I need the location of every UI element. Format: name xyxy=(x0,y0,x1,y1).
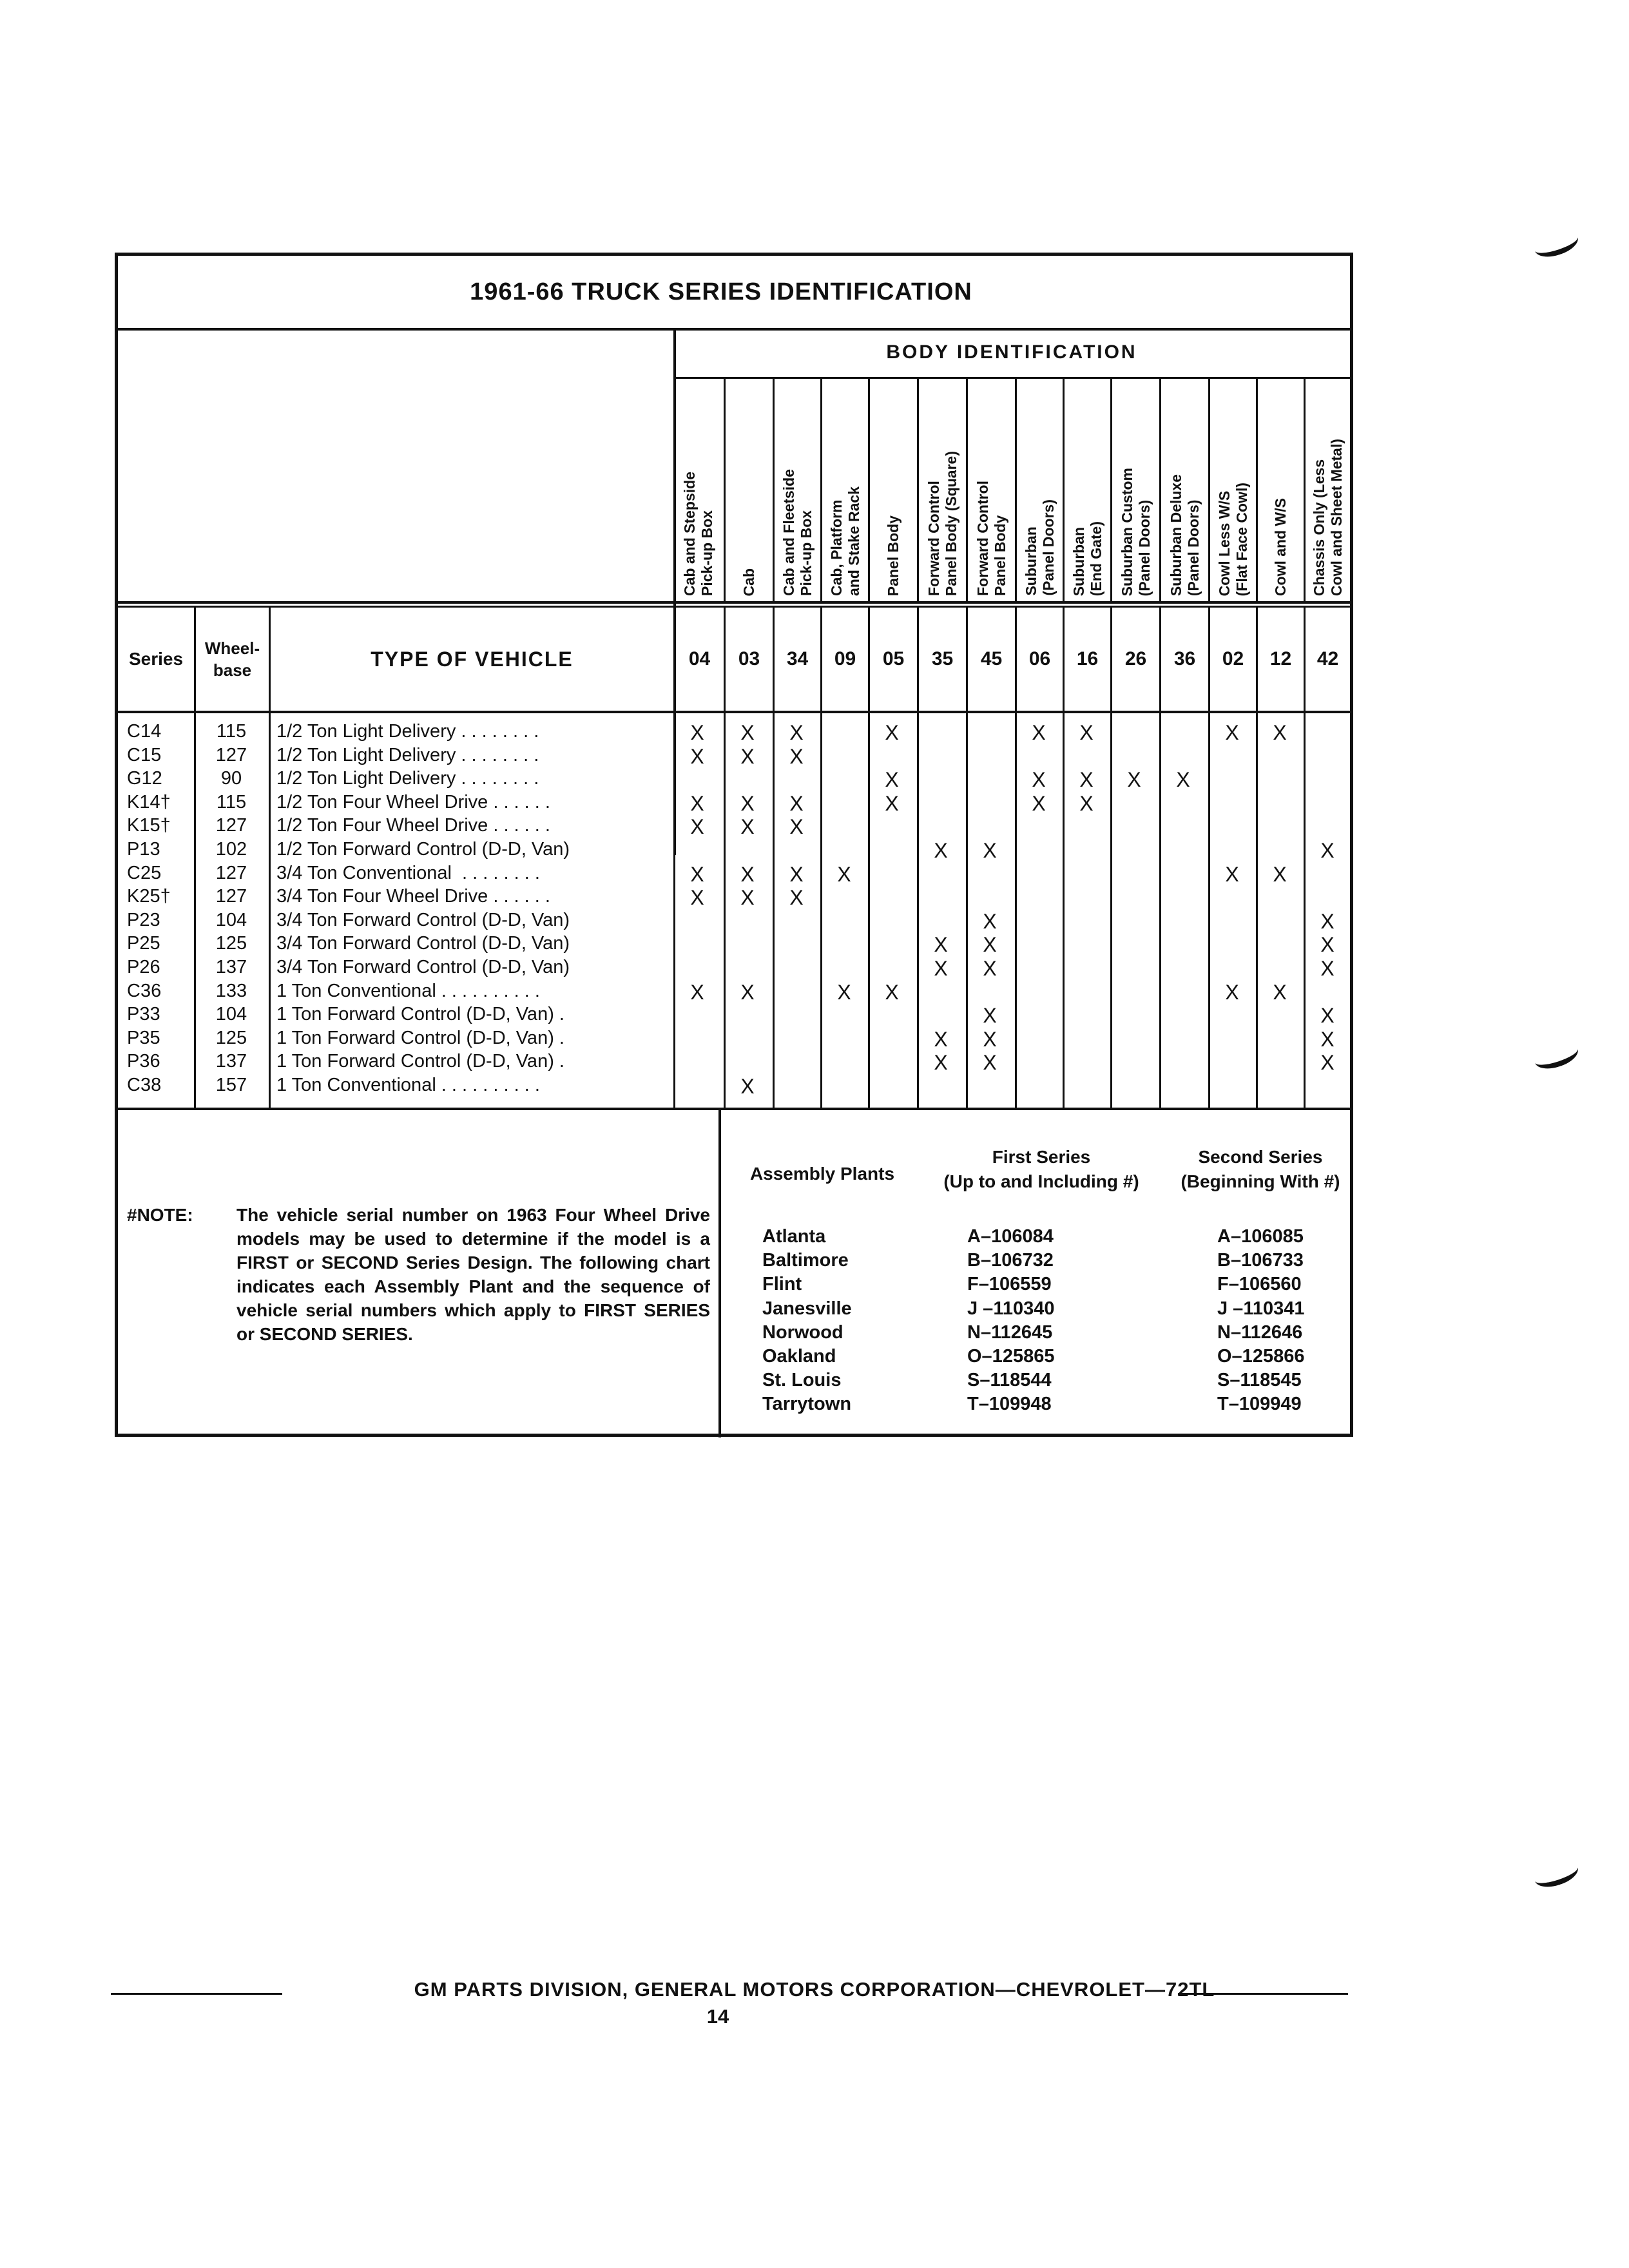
series-cell: P23 xyxy=(127,909,160,930)
body-column-label: Cab, Platform and Stake Rack xyxy=(827,486,862,596)
table-row xyxy=(118,839,1350,863)
body-mark-35: X xyxy=(934,1027,948,1051)
body-mark-02: X xyxy=(1225,862,1239,886)
wheelbase-cell: 127 xyxy=(215,886,247,907)
body-mark-42: X xyxy=(1320,933,1335,957)
plant-second-cell: N–112646 xyxy=(1217,1321,1303,1343)
table-row xyxy=(118,933,1350,957)
body-mark-45: X xyxy=(983,1051,997,1075)
plant-second-cell: T–109949 xyxy=(1217,1394,1302,1415)
body-mark-06: X xyxy=(1032,791,1046,815)
plant-first-cell: O–125865 xyxy=(967,1346,1055,1367)
table-row xyxy=(118,1051,1350,1075)
series-cell: C14 xyxy=(127,721,162,742)
body-mark-02: X xyxy=(1225,980,1239,1004)
body-mark-12: X xyxy=(1273,721,1287,744)
body-column-header xyxy=(917,377,966,601)
series-cell: C36 xyxy=(127,980,162,1001)
first-series-header: First Series (Up to and Including #) xyxy=(943,1147,1139,1191)
series-cell: K25† xyxy=(127,886,171,907)
body-column-label: Cab and Fleetside Pick-up Box xyxy=(780,469,815,596)
body-mark-03: X xyxy=(740,721,755,744)
wheelbase-cell: 125 xyxy=(215,1027,247,1048)
body-mark-42: X xyxy=(1320,1027,1335,1051)
note-text: The vehicle serial number on 1963 Four Wheel Drive models may be used to determine if the model is a FIRST or SECOND Series Design. The following chart indicates each Assembly Plant and the sequence of vehicle serial numbers which apply to FIRST SERIES or SECOND SERIES. xyxy=(236,1205,710,1344)
body-mark-09: X xyxy=(837,980,851,1004)
table-row xyxy=(118,886,1350,910)
plant-plant-cell: Baltimore xyxy=(762,1250,849,1271)
type-cell: 1/2 Ton Forward Control (D-D, Van) xyxy=(276,839,570,860)
body-mark-05: X xyxy=(885,721,899,744)
wheelbase-cell: 137 xyxy=(215,1051,247,1072)
body-column-header xyxy=(673,377,724,601)
body-mark-34: X xyxy=(789,815,804,839)
series-cell: P25 xyxy=(127,933,160,954)
body-mark-02: X xyxy=(1225,721,1239,744)
plants-header: Assembly Plants xyxy=(749,1164,895,1184)
body-column-header xyxy=(1015,377,1063,601)
wheelbase-cell: 115 xyxy=(216,791,247,812)
series-cell: P26 xyxy=(127,957,160,977)
body-column-label: Cab and Stepside Pick-up Box xyxy=(681,472,715,596)
scan-mark xyxy=(1531,1856,1581,1892)
body-code-35: 35 xyxy=(917,608,966,711)
body-code-36: 36 xyxy=(1159,608,1208,711)
body-column-label: Cowl Less W/S (Flat Face Cowl) xyxy=(1215,482,1250,596)
plant-first-cell: T–109948 xyxy=(967,1394,1052,1415)
plant-plant-cell: Flint xyxy=(762,1274,802,1295)
wheelbase-cell: 127 xyxy=(215,815,247,836)
series-cell: G12 xyxy=(127,768,162,789)
body-column-label: Suburban Deluxe (Panel Doors) xyxy=(1167,474,1202,596)
plant-plant-cell: Oakland xyxy=(762,1346,836,1367)
type-of-vehicle-header: TYPE OF VEHICLE xyxy=(269,608,673,711)
second-series-header: Second Series (Beginning With #) xyxy=(1181,1147,1340,1191)
scan-mark xyxy=(1531,226,1581,262)
body-code-16: 16 xyxy=(1063,608,1110,711)
body-mark-03: X xyxy=(740,815,755,839)
body-column-header xyxy=(1063,377,1110,601)
series-cell: P13 xyxy=(127,839,160,860)
series-cell: P35 xyxy=(127,1027,160,1048)
type-cell: 1/2 Ton Light Delivery . . . . . . . . xyxy=(276,744,539,765)
body-mark-26: X xyxy=(1127,768,1141,792)
series-cell: C15 xyxy=(127,744,162,765)
type-cell: 3/4 Ton Forward Control (D-D, Van) xyxy=(276,957,570,977)
wheelbase-cell: 125 xyxy=(215,933,247,954)
body-mark-45: X xyxy=(983,1027,997,1051)
body-mark-04: X xyxy=(690,862,704,886)
body-column-header xyxy=(1256,377,1304,601)
body-mark-45: X xyxy=(983,839,997,862)
type-cell: 3/4 Ton Forward Control (D-D, Van) xyxy=(276,909,570,930)
body-mark-09: X xyxy=(837,862,851,886)
type-cell: 3/4 Ton Four Wheel Drive . . . . . . xyxy=(276,886,550,907)
type-cell: 1/2 Ton Four Wheel Drive . . . . . . xyxy=(276,791,550,812)
body-column-header xyxy=(966,377,1015,601)
table-row xyxy=(118,768,1350,792)
table-row xyxy=(118,863,1350,887)
body-mark-03: X xyxy=(740,744,755,768)
type-cell: 1/2 Ton Light Delivery . . . . . . . . xyxy=(276,721,539,742)
divider xyxy=(118,1108,1350,1110)
body-mark-03: X xyxy=(740,862,755,886)
plant-plant-cell: Atlanta xyxy=(762,1226,826,1247)
body-mark-34: X xyxy=(789,791,804,815)
body-mark-42: X xyxy=(1320,1051,1335,1075)
wheelbase-cell: 137 xyxy=(215,957,247,977)
body-code-09: 09 xyxy=(820,608,868,711)
body-mark-45: X xyxy=(983,957,997,980)
series-cell: P36 xyxy=(127,1051,160,1072)
body-code-26: 26 xyxy=(1110,608,1159,711)
table-row xyxy=(118,1004,1350,1028)
wheelbase-cell: 104 xyxy=(215,1004,247,1025)
table-row xyxy=(118,815,1350,839)
body-column-header xyxy=(1208,377,1256,601)
footer-text: GM PARTS DIVISION, GENERAL MOTORS CORPORATION—CHEVROLET—72TL xyxy=(414,1978,1215,2001)
plant-first-cell: F–106559 xyxy=(967,1274,1052,1295)
body-column-header xyxy=(1110,377,1159,601)
series-cell: K15† xyxy=(127,815,171,836)
body-mark-04: X xyxy=(690,886,704,910)
body-mark-35: X xyxy=(934,839,948,862)
wheelbase-cell: 115 xyxy=(216,721,247,742)
body-mark-04: X xyxy=(690,980,704,1004)
series-cell: K14† xyxy=(127,791,171,812)
body-column-label: Cowl and W/S xyxy=(1272,497,1289,596)
table-row xyxy=(118,792,1350,816)
plant-second-cell: O–125866 xyxy=(1217,1346,1305,1367)
body-mark-03: X xyxy=(740,886,755,910)
plant-plant-cell: Norwood xyxy=(762,1321,843,1343)
body-mark-16: X xyxy=(1079,791,1094,815)
divider xyxy=(718,1110,721,1437)
body-mark-04: X xyxy=(690,744,704,768)
plant-first-cell: A–106084 xyxy=(967,1226,1054,1247)
body-code-42: 42 xyxy=(1304,608,1350,711)
table-row xyxy=(118,1075,1350,1099)
series-header: Series xyxy=(128,649,184,669)
type-cell: 3/4 Ton Conventional . . . . . . . . xyxy=(276,862,540,883)
body-column-label: Suburban (End Gate) xyxy=(1070,521,1104,596)
body-mark-35: X xyxy=(934,1051,948,1075)
wheelbase-cell: 157 xyxy=(215,1075,247,1095)
body-code-12: 12 xyxy=(1256,608,1304,711)
divider xyxy=(118,601,1350,608)
body-mark-12: X xyxy=(1273,862,1287,886)
type-cell: 1/2 Ton Four Wheel Drive . . . . . . xyxy=(276,815,550,836)
body-mark-04: X xyxy=(690,815,704,839)
plant-plant-cell: Tarrytown xyxy=(762,1394,852,1415)
plant-plant-cell: St. Louis xyxy=(762,1370,842,1391)
body-mark-34: X xyxy=(789,721,804,744)
type-cell: 1 Ton Forward Control (D-D, Van) . xyxy=(276,1004,564,1025)
body-column-label: Chassis Only (Less Cowl and Sheet Metal) xyxy=(1310,438,1345,596)
plant-second-cell: F–106560 xyxy=(1217,1274,1302,1295)
body-mark-45: X xyxy=(983,909,997,933)
plant-first-cell: S–118544 xyxy=(967,1370,1052,1391)
body-mark-45: X xyxy=(983,1004,997,1028)
body-column-header xyxy=(1304,377,1350,601)
series-cell: C25 xyxy=(127,862,162,883)
table-row xyxy=(118,745,1350,769)
column-header-row xyxy=(118,608,1350,713)
truck-series-table xyxy=(115,253,1353,1437)
body-column-label: Forward Control Panel Body xyxy=(974,481,1008,596)
body-mark-06: X xyxy=(1032,721,1046,744)
body-mark-42: X xyxy=(1320,957,1335,980)
body-identification-label: BODY IDENTIFICATION xyxy=(673,328,1350,379)
plant-first-cell: N–112645 xyxy=(967,1321,1053,1343)
body-code-04: 04 xyxy=(673,608,724,711)
body-mark-06: X xyxy=(1032,768,1046,792)
body-column-label: Cab xyxy=(740,568,757,596)
plant-second-cell: J –110341 xyxy=(1217,1298,1305,1319)
note-label: #NOTE: xyxy=(127,1205,193,1225)
body-mark-42: X xyxy=(1320,1004,1335,1028)
body-mark-45: X xyxy=(983,933,997,957)
plant-second-cell: S–118545 xyxy=(1217,1370,1302,1391)
plant-first-cell: B–106732 xyxy=(967,1250,1054,1271)
body-mark-16: X xyxy=(1079,721,1094,744)
type-cell: 1 Ton Forward Control (D-D, Van) . xyxy=(276,1051,564,1072)
table-row xyxy=(118,910,1350,934)
type-cell: 1 Ton Conventional . . . . . . . . . . xyxy=(276,980,540,1001)
body-column-label: Panel Body xyxy=(885,515,901,596)
body-code-45: 45 xyxy=(966,608,1015,711)
body-mark-16: X xyxy=(1079,768,1094,792)
wheelbase-header: Wheel- base xyxy=(194,608,269,711)
page-number: 14 xyxy=(706,2005,729,2028)
body-mark-03: X xyxy=(740,1075,755,1098)
body-mark-42: X xyxy=(1320,909,1335,933)
body-column-header xyxy=(820,377,868,601)
wheelbase-cell: 133 xyxy=(215,980,247,1001)
body-code-02: 02 xyxy=(1208,608,1256,711)
body-column-label: Forward Control Panel Body (Square) xyxy=(925,451,959,596)
body-mark-04: X xyxy=(690,791,704,815)
plant-first-cell: J –110340 xyxy=(967,1298,1055,1319)
plant-second-cell: A–106085 xyxy=(1217,1226,1304,1247)
body-mark-05: X xyxy=(885,768,899,792)
type-cell: 1 Ton Forward Control (D-D, Van) . xyxy=(276,1027,564,1048)
body-column-header xyxy=(773,377,820,601)
body-column-header xyxy=(1159,377,1208,601)
body-mark-34: X xyxy=(789,744,804,768)
series-cell: P33 xyxy=(127,1004,160,1025)
body-mark-03: X xyxy=(740,980,755,1004)
table-row xyxy=(118,957,1350,981)
table-title: 1961-66 TRUCK SERIES IDENTIFICATION xyxy=(118,256,1350,331)
body-code-05: 05 xyxy=(868,608,917,711)
wheelbase-cell: 102 xyxy=(215,839,247,860)
type-cell: 1 Ton Conventional . . . . . . . . . . xyxy=(276,1075,540,1095)
wheelbase-cell: 104 xyxy=(215,909,247,930)
body-code-34: 34 xyxy=(773,608,820,711)
body-code-03: 03 xyxy=(724,608,773,711)
body-mark-04: X xyxy=(690,721,704,744)
body-mark-42: X xyxy=(1320,839,1335,862)
type-cell: 1/2 Ton Light Delivery . . . . . . . . xyxy=(276,768,539,789)
body-mark-34: X xyxy=(789,862,804,886)
body-mark-05: X xyxy=(885,980,899,1004)
body-mark-05: X xyxy=(885,791,899,815)
table-row xyxy=(118,1028,1350,1052)
series-cell: C38 xyxy=(127,1075,162,1095)
body-column-header xyxy=(868,377,917,601)
body-mark-34: X xyxy=(789,886,804,910)
body-column-header xyxy=(724,377,773,601)
wheelbase-cell: 127 xyxy=(215,862,247,883)
body-column-label: Suburban Custom (Panel Doors) xyxy=(1118,467,1153,596)
body-mark-35: X xyxy=(934,933,948,957)
plant-second-cell: B–106733 xyxy=(1217,1250,1304,1271)
body-mark-35: X xyxy=(934,957,948,980)
body-code-06: 06 xyxy=(1015,608,1063,711)
wheelbase-cell: 127 xyxy=(215,744,247,765)
wheelbase-cell: 90 xyxy=(220,768,242,789)
body-column-label: Suburban (Panel Doors) xyxy=(1022,499,1057,596)
plant-plant-cell: Janesville xyxy=(762,1298,852,1319)
body-mark-03: X xyxy=(740,791,755,815)
table-row xyxy=(118,981,1350,1004)
type-cell: 3/4 Ton Forward Control (D-D, Van) xyxy=(276,933,570,954)
table-row xyxy=(118,721,1350,745)
body-mark-36: X xyxy=(1176,768,1190,792)
body-mark-12: X xyxy=(1273,980,1287,1004)
scan-mark xyxy=(1531,1037,1581,1073)
